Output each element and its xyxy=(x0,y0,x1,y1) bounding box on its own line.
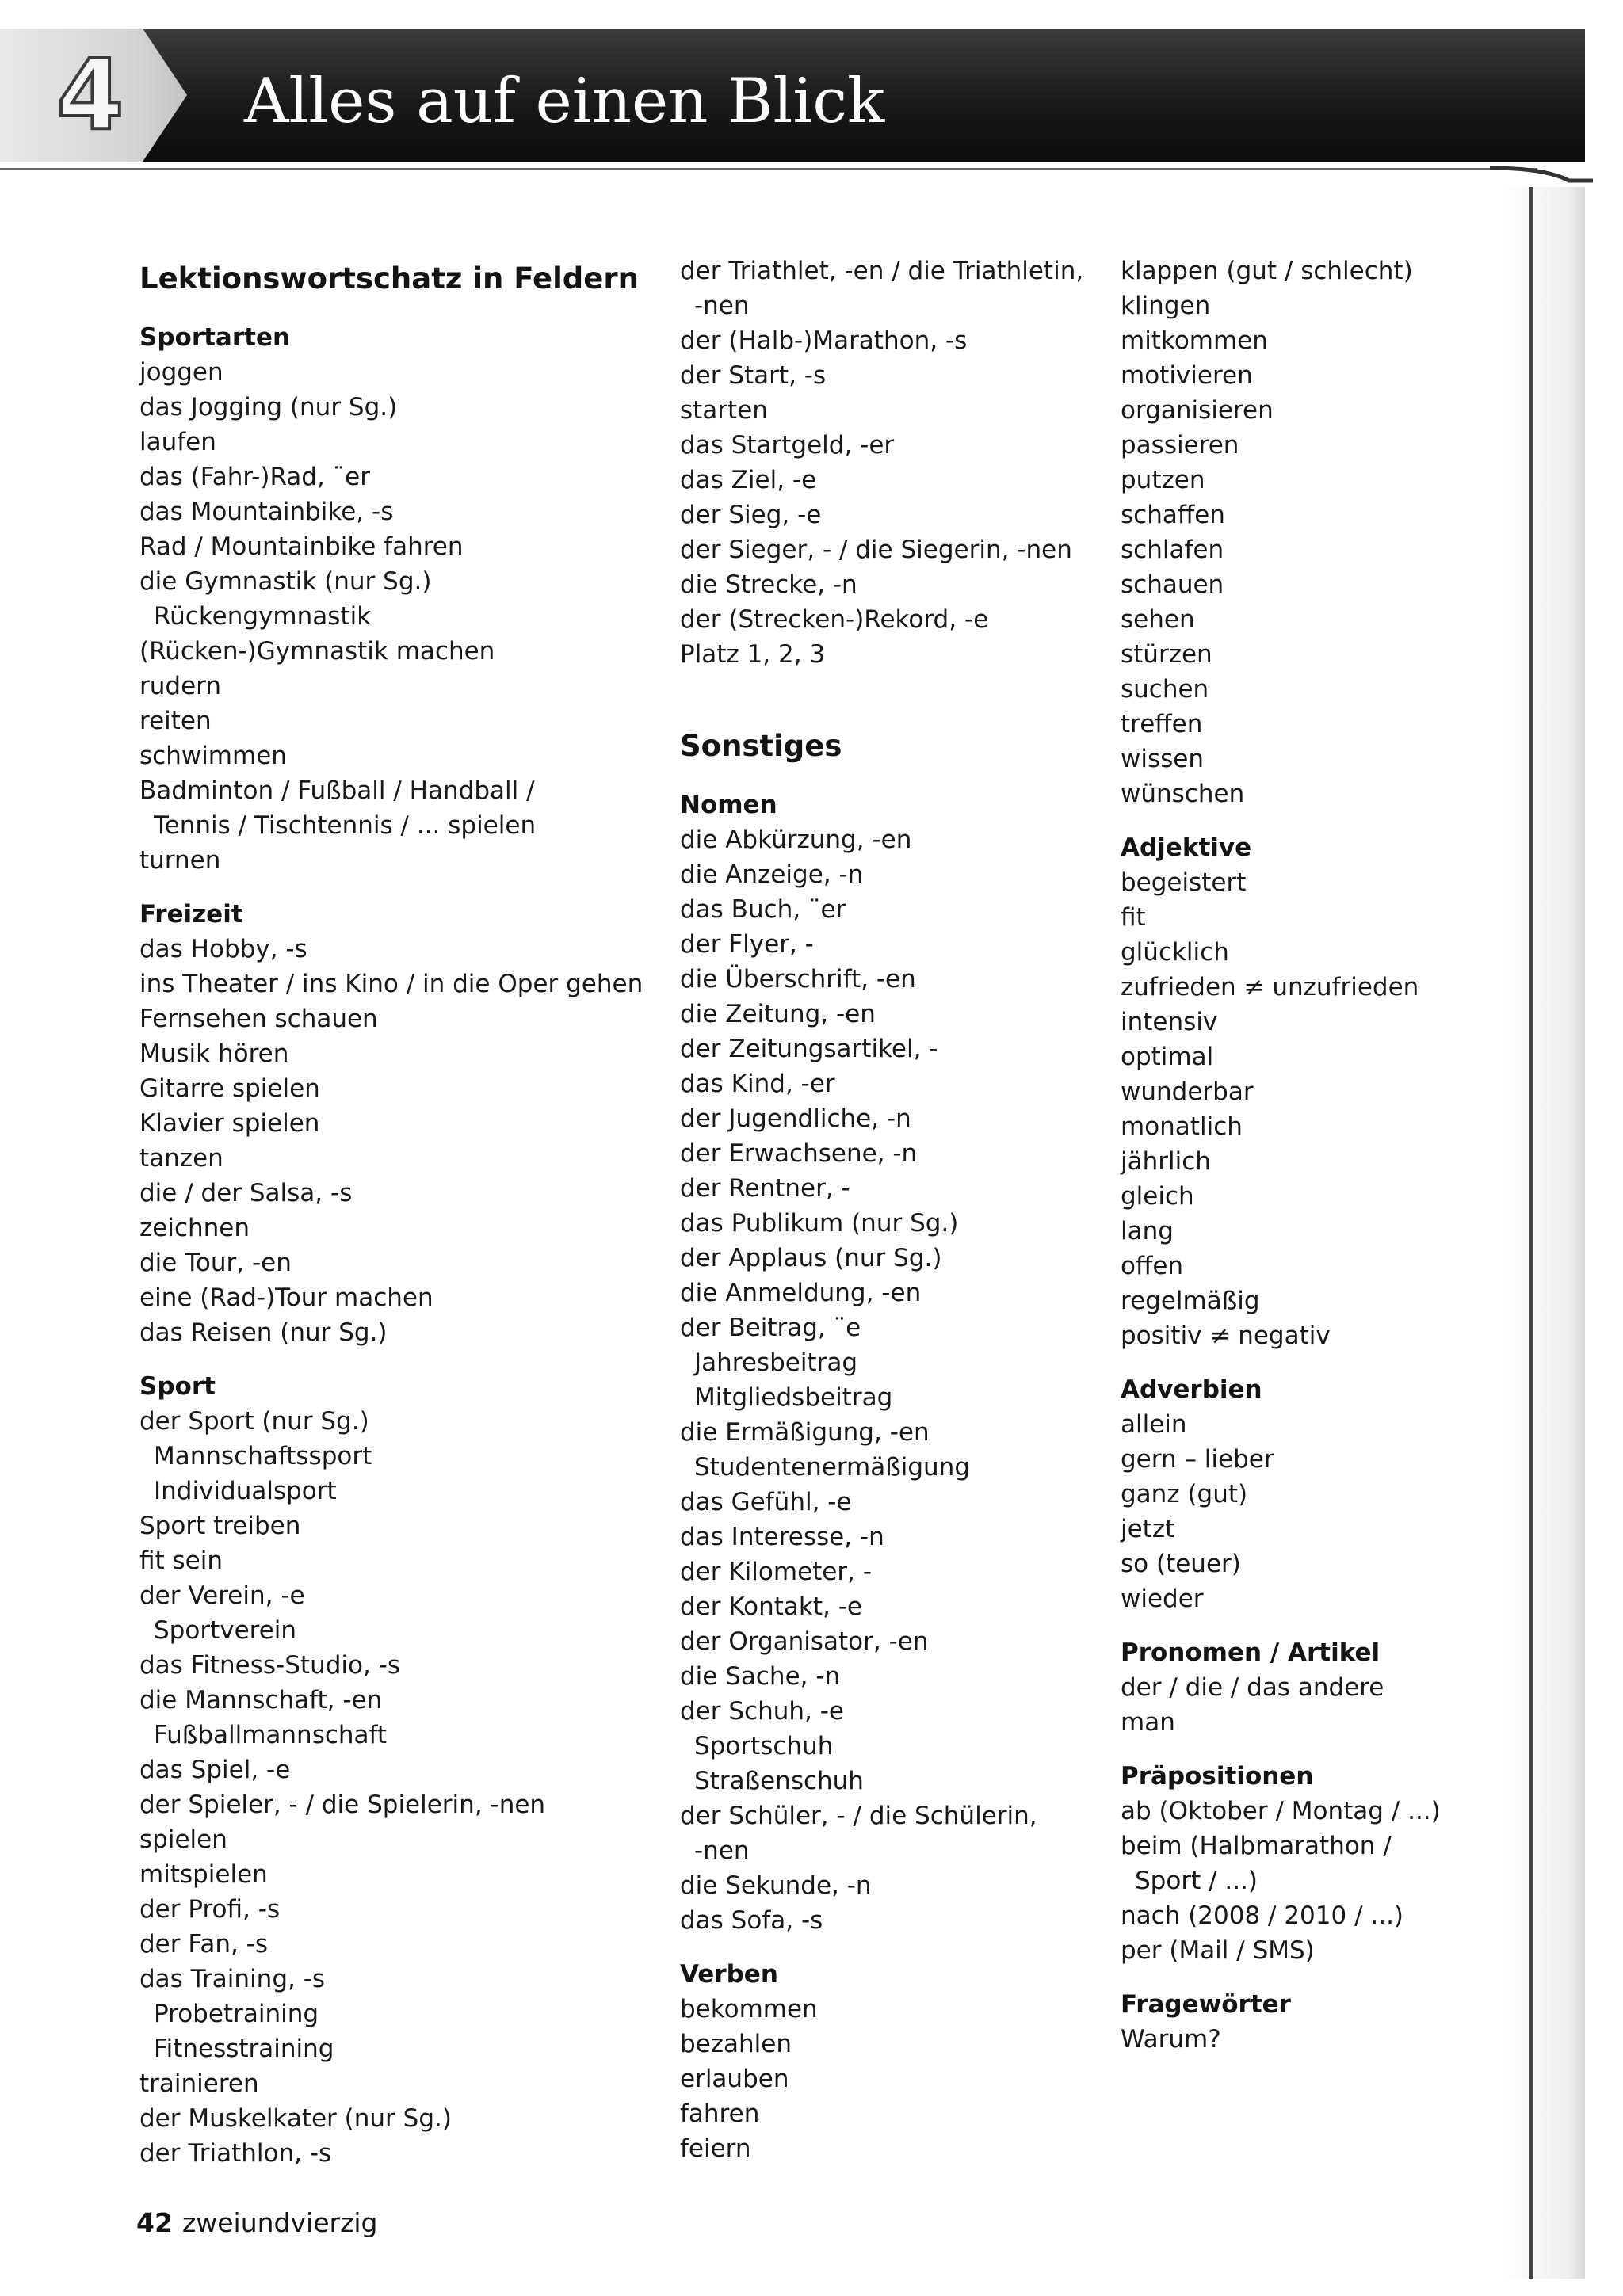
vocab-entry: allein xyxy=(1121,1410,1187,1439)
spacer xyxy=(139,1350,647,1369)
vocab-entry: der / die / das andere xyxy=(1121,1673,1384,1702)
word-list-praepositionen xyxy=(1121,1794,1501,1968)
spacer xyxy=(1121,1616,1501,1635)
vocab-entry: der Erwachsene, -n xyxy=(680,1139,918,1168)
vocab-entry: gleich xyxy=(1121,1182,1194,1211)
vocab-entry: bezahlen xyxy=(680,2030,792,2058)
vocab-entry: -nen xyxy=(694,1836,750,1865)
vocab-entry: ins Theater / ins Kino / in die Oper gehen xyxy=(139,970,643,998)
vocab-entry: intensiv xyxy=(1121,1008,1218,1036)
vocab-entry: die Abkürzung, -en xyxy=(680,826,912,854)
section-title-verben: Verben xyxy=(680,1960,778,1989)
vocab-entry: fit sein xyxy=(139,1547,223,1575)
vocab-entry: Tennis / Tischtennis / ... spielen xyxy=(154,811,537,840)
word-list-adjektive xyxy=(1121,865,1501,1353)
vocab-entry: das Kind, -er xyxy=(680,1070,835,1098)
vocab-entry: schaffen xyxy=(1121,501,1225,529)
vocab-entry: so (teuer) xyxy=(1121,1550,1241,1578)
vocab-entry: das Reisen (nur Sg.) xyxy=(139,1318,388,1347)
vocab-entry: organisieren xyxy=(1121,396,1274,425)
vocab-entry: schlafen xyxy=(1121,536,1224,564)
chapter-number: 4 xyxy=(56,39,124,151)
vocab-entry: Studentenermäßigung xyxy=(694,1453,971,1482)
vocab-entry: der Zeitungsartikel, - xyxy=(680,1035,938,1063)
vocab-entry: Straßenschuh xyxy=(694,1767,864,1795)
vocab-entry: das Interesse, -n xyxy=(680,1523,884,1551)
word-list-pronomen-artikel xyxy=(1121,1670,1501,1740)
vocab-entry: die Ermäßigung, -en xyxy=(680,1418,930,1447)
vocab-entry: das (Fahr-)Rad, ¨er xyxy=(139,463,371,491)
vocab-entry: -nen xyxy=(694,292,750,320)
vocab-entry: schwimmen xyxy=(139,742,287,770)
vocab-entry: Badminton / Fußball / Handball / xyxy=(139,776,535,805)
vocab-entry: mitspielen xyxy=(139,1860,268,1889)
vocab-entry: Mannschaftssport xyxy=(154,1442,372,1470)
spacer xyxy=(139,878,647,897)
vocab-entry: Sport treiben xyxy=(139,1512,301,1540)
vocab-entry: Rückengymnastik xyxy=(154,602,372,631)
vocab-entry: die Strecke, -n xyxy=(680,570,857,599)
vocab-entry: der Beitrag, ¨e xyxy=(680,1314,861,1342)
vocab-entry: Sportschuh xyxy=(694,1732,834,1760)
column-1 xyxy=(139,254,647,2171)
column-heading: Lektionswortschatz in Feldern xyxy=(139,261,639,296)
vocab-entry: die / der Salsa, -s xyxy=(139,1179,353,1207)
vocab-entry: fahren xyxy=(680,2100,760,2128)
vocab-entry: mitkommen xyxy=(1121,326,1268,355)
section-title-adverbien: Adverbien xyxy=(1121,1375,1262,1404)
vocab-entry: (Rücken-)Gymnastik machen xyxy=(139,637,495,666)
vocab-entry: Probetraining xyxy=(154,2000,319,2028)
vocab-entry: das Mountainbike, -s xyxy=(139,498,394,526)
page-footer xyxy=(136,2206,378,2241)
vocab-entry: das Training, -s xyxy=(139,1965,326,1993)
vocab-entry: wünschen xyxy=(1121,780,1245,808)
vocab-entry: das Startgeld, -er xyxy=(680,431,895,460)
vocab-entry: der Applaus (nur Sg.) xyxy=(680,1244,942,1272)
section-title-fragewoerter: Fragewörter xyxy=(1121,1990,1291,2019)
spacer xyxy=(680,772,1092,788)
section-title-pronomen-artikel: Pronomen / Artikel xyxy=(1121,1638,1381,1667)
vocab-entry: die Gymnastik (nur Sg.) xyxy=(139,567,432,596)
word-list-adverbien xyxy=(1121,1407,1501,1616)
vocab-entry: offen xyxy=(1121,1252,1184,1280)
vocab-entry: schauen xyxy=(1121,570,1224,599)
column-heading: Sonstiges xyxy=(680,729,842,763)
vocab-entry: per (Mail / SMS) xyxy=(1121,1936,1315,1965)
vocab-entry: laufen xyxy=(139,428,216,456)
vocab-entry: nach (2008 / 2010 / ...) xyxy=(1121,1901,1404,1930)
vocab-entry: der Kilometer, - xyxy=(680,1558,873,1586)
vocab-entry: der Sport (nur Sg.) xyxy=(139,1407,369,1436)
vocab-entry: suchen xyxy=(1121,675,1209,704)
vocab-entry: putzen xyxy=(1121,466,1205,494)
vocab-entry: Platz 1, 2, 3 xyxy=(680,640,826,669)
vocab-entry: Mitgliedsbeitrag xyxy=(694,1383,893,1412)
vocab-entry: jährlich xyxy=(1121,1147,1211,1176)
vocab-entry: der Kontakt, -e xyxy=(680,1592,862,1621)
vocab-entry: joggen xyxy=(139,358,223,387)
vocab-entry: wissen xyxy=(1121,745,1204,773)
vocab-entry: trainieren xyxy=(139,2069,259,2098)
section-title-adjektive: Adjektive xyxy=(1121,833,1252,862)
vocab-entry: der Muskelkater (nur Sg.) xyxy=(139,2104,452,2133)
vocab-entry: das Spiel, -e xyxy=(139,1756,291,1784)
word-list-verben xyxy=(680,1992,1092,2166)
vocab-entry: zeichnen xyxy=(139,1214,250,1242)
vocab-entry: gern – lieber xyxy=(1121,1445,1274,1474)
header-rule xyxy=(0,168,1537,170)
vocab-entry: das Sofa, -s xyxy=(680,1906,823,1935)
vocab-entry: das Publikum (nur Sg.) xyxy=(680,1209,959,1238)
vocab-entry: sehen xyxy=(1121,605,1195,634)
vocab-entry: rudern xyxy=(139,672,221,700)
vocab-entry: Fußballmannschaft xyxy=(154,1721,388,1749)
spacer xyxy=(680,672,1092,721)
vocab-entry: der Fan, -s xyxy=(139,1930,269,1958)
vocab-entry: der Triathlon, -s xyxy=(139,2139,332,2168)
page-title: Alles auf einen Blick xyxy=(244,66,885,137)
vocab-entry: Warum? xyxy=(1121,2025,1221,2054)
vocab-entry: optimal xyxy=(1121,1043,1214,1071)
vocab-entry: lang xyxy=(1121,1217,1174,1245)
vocab-entry: die Überschrift, -en xyxy=(680,965,916,994)
page-number-word: zweiundvierzig xyxy=(181,2207,378,2238)
vocab-entry: Fitnesstraining xyxy=(154,2035,334,2063)
vocab-entry: passieren xyxy=(1121,431,1239,460)
vocab-entry: ganz (gut) xyxy=(1121,1480,1248,1508)
section-title-sportarten: Sportarten xyxy=(139,323,291,352)
vocab-entry: tanzen xyxy=(139,1144,223,1173)
spacer xyxy=(1121,1740,1501,1759)
spacer xyxy=(139,304,647,320)
vocab-entry: stürzen xyxy=(1121,640,1212,669)
vocab-entry: Klavier spielen xyxy=(139,1109,320,1138)
vocab-entry: der Schüler, - / die Schülerin, xyxy=(680,1802,1037,1830)
vocab-entry: regelmäßig xyxy=(1121,1287,1260,1315)
vocab-entry: monatlich xyxy=(1121,1112,1243,1141)
column-2 xyxy=(680,254,1092,2166)
section-title-praepositionen: Präpositionen xyxy=(1121,1762,1314,1791)
vocab-entry: wunderbar xyxy=(1121,1077,1254,1106)
word-list-sport xyxy=(139,1404,647,2171)
spacer xyxy=(1121,1968,1501,1987)
page-number: 42 xyxy=(136,2207,173,2238)
vocab-entry: das Buch, ¨er xyxy=(680,895,846,924)
column-3 xyxy=(1121,254,1501,2057)
vocab-entry: beim (Halbmarathon / xyxy=(1121,1832,1392,1860)
vocab-entry: der Triathlet, -en / die Triathletin, xyxy=(680,257,1084,285)
page-edge-shadow xyxy=(1506,187,1585,2279)
vocab-entry: fit xyxy=(1121,903,1146,932)
vocab-entry: erlauben xyxy=(680,2065,789,2093)
vocab-entry: der Verein, -e xyxy=(139,1581,305,1610)
vocab-entry: Jahresbeitrag xyxy=(694,1348,858,1377)
vocab-entry: Sport / ...) xyxy=(1135,1867,1258,1895)
vocab-entry: Sportverein xyxy=(154,1616,297,1645)
spacer xyxy=(1121,811,1501,830)
vocab-entry: Individualsport xyxy=(154,1477,337,1505)
vocab-entry: begeistert xyxy=(1121,868,1247,897)
vocab-entry: klingen xyxy=(1121,292,1211,320)
vocab-entry: die Anmeldung, -en xyxy=(680,1279,922,1307)
section-title-freizeit: Freizeit xyxy=(139,900,243,929)
vocab-entry: der Sieg, -e xyxy=(680,501,822,529)
vocab-entry: das Fitness-Studio, -s xyxy=(139,1651,401,1680)
vocab-entry: die Anzeige, -n xyxy=(680,860,864,889)
vocab-entry: das Gefühl, -e xyxy=(680,1488,852,1516)
vocab-entry: der Flyer, - xyxy=(680,930,814,959)
vocab-entry: starten xyxy=(680,396,768,425)
vocab-entry: motivieren xyxy=(1121,361,1253,390)
vocab-entry: treffen xyxy=(1121,710,1203,738)
section-title-nomen: Nomen xyxy=(680,791,777,819)
vocab-entry: ab (Oktober / Montag / ...) xyxy=(1121,1797,1441,1825)
vocab-entry: die Tour, -en xyxy=(139,1249,292,1277)
vocab-entry: turnen xyxy=(139,846,221,875)
vocab-entry: man xyxy=(1121,1708,1175,1737)
vocab-entry: bekommen xyxy=(680,1995,818,2023)
vocab-entry: Musik hören xyxy=(139,1039,289,1068)
vocab-entry: positiv ≠ negativ xyxy=(1121,1322,1331,1350)
vocab-entry: feiern xyxy=(680,2134,751,2163)
vocab-entry: reiten xyxy=(139,707,212,735)
word-list-nomen xyxy=(680,822,1092,1938)
spacer xyxy=(1121,1353,1501,1372)
vocab-entry: Fernsehen schauen xyxy=(139,1005,378,1033)
section-title-sport: Sport xyxy=(139,1372,216,1401)
vocab-entry: wieder xyxy=(1121,1585,1204,1613)
word-list-sport-continued xyxy=(680,254,1092,672)
vocab-entry: die Sekunde, -n xyxy=(680,1871,872,1900)
vocab-entry: der (Halb-)Marathon, -s xyxy=(680,326,968,355)
vocab-entry: Rad / Mountainbike fahren xyxy=(139,532,464,561)
vocab-entry: jetzt xyxy=(1121,1515,1175,1543)
vocab-entry: der Profi, -s xyxy=(139,1895,281,1924)
vocab-entry: der Schuh, -e xyxy=(680,1697,844,1726)
word-list-verben-continued xyxy=(1121,254,1501,811)
vocab-entry: klappen (gut / schlecht) xyxy=(1121,257,1413,285)
vocab-entry: der (Strecken-)Rekord, -e xyxy=(680,605,989,634)
vocab-entry: eine (Rad-)Tour machen xyxy=(139,1283,433,1312)
vocab-entry: das Hobby, -s xyxy=(139,935,307,963)
word-list-freizeit xyxy=(139,932,647,1350)
vocab-entry: die Zeitung, -en xyxy=(680,1000,876,1028)
vocab-entry: spielen xyxy=(139,1825,227,1854)
vocab-entry: der Organisator, -en xyxy=(680,1627,929,1656)
word-list-fragewoerter xyxy=(1121,2022,1501,2057)
vocab-entry: der Start, -s xyxy=(680,361,827,390)
header-corner-curve xyxy=(1490,143,1593,190)
vocab-entry: die Sache, -n xyxy=(680,1662,841,1691)
vocab-entry: der Spieler, - / die Spielerin, -nen xyxy=(139,1791,546,1819)
word-list-sportarten xyxy=(139,355,647,878)
vocab-entry: der Sieger, - / die Siegerin, -nen xyxy=(680,536,1072,564)
vocab-entry: glücklich xyxy=(1121,938,1229,967)
page-edge-rule xyxy=(1529,187,1533,2279)
spacer xyxy=(680,1938,1092,1957)
vocab-entry: der Jugendliche, -n xyxy=(680,1104,911,1133)
vocab-entry: das Ziel, -e xyxy=(680,466,817,494)
vocab-entry: der Rentner, - xyxy=(680,1174,850,1203)
vocab-entry: zufrieden ≠ unzufrieden xyxy=(1121,973,1419,1001)
vocab-entry: das Jogging (nur Sg.) xyxy=(139,393,398,421)
vocab-entry: Gitarre spielen xyxy=(139,1074,320,1103)
vocab-entry: die Mannschaft, -en xyxy=(139,1686,383,1714)
